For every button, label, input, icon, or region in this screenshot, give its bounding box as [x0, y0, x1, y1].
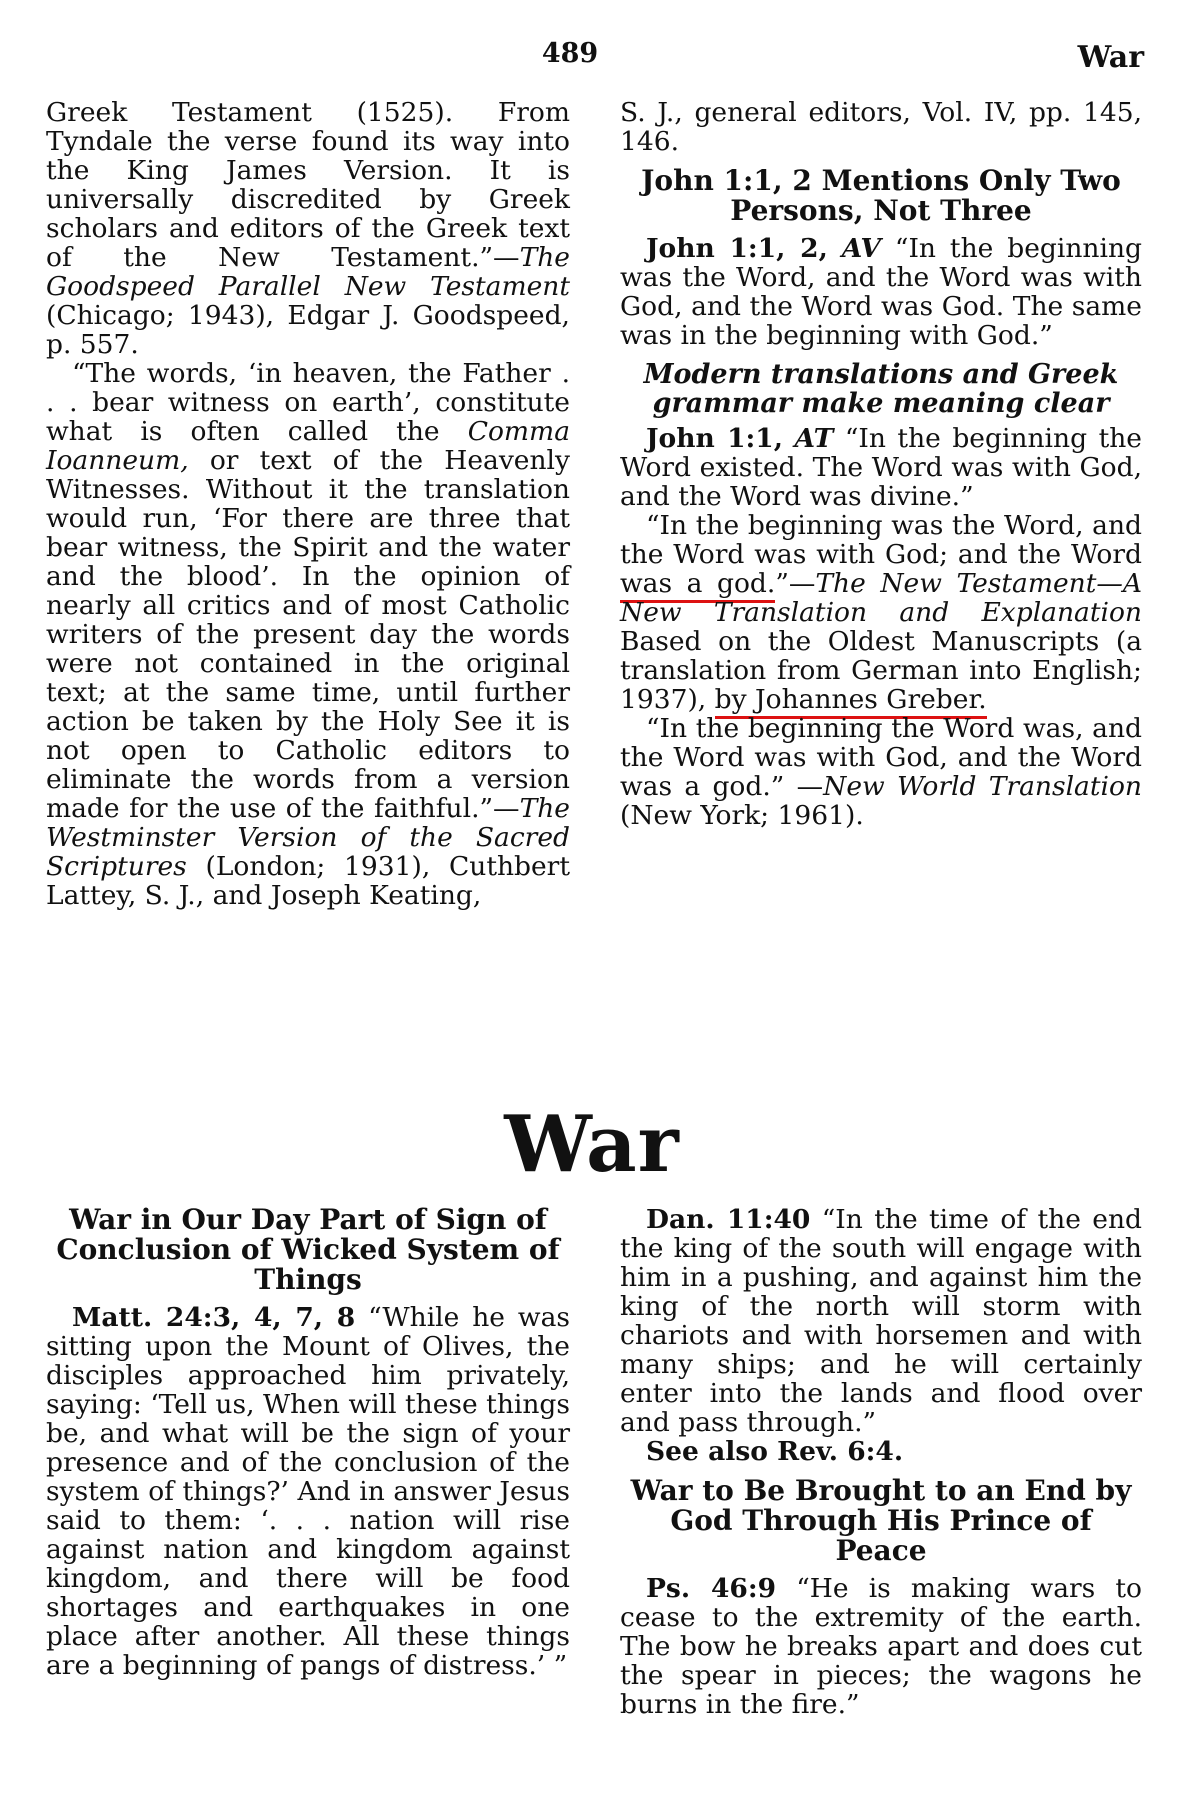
subheading-war-to-end: War to Be Brought to an End by God Through His Prince of Peace: [630, 1474, 1132, 1567]
greber-citation: The New Testament—A New Translation and Explanation: [620, 568, 1142, 628]
verse-john-1-1-av: John 1:1, 2, AV “In the beginning was the Word, and the Word was with God, and the Word was God. The same was in the beginning with God.”: [620, 233, 1142, 351]
bottom-left-column: [46, 1205, 570, 1680]
running-head: War: [1077, 40, 1144, 75]
nwt-quote: “In the beginning the Word was, and the Word was with God, and the Word was a god.” —New World Translation (New York; 1961).: [620, 713, 1142, 831]
top-right-column: [620, 98, 1142, 830]
top-left-column: [46, 98, 570, 910]
nwt-citation: New World Translation: [823, 771, 1142, 802]
verse-ps-46-9: Ps. 46:9 “He is making wars to cease to the extremity of the earth. The bow he breaks apart and does cut the spear in pieces; the wagons he burns in the fire.”: [620, 1573, 1142, 1720]
goodspeed-citation: The Goodspeed Parallel New Testament: [46, 242, 570, 302]
section-title: War: [504, 1099, 680, 1190]
bottom-right-column: [620, 1205, 1142, 1719]
subheading-modern-translations: Modern translations and Greek grammar make meaning clear: [643, 359, 1119, 419]
page-number: 489: [541, 38, 599, 69]
subheading-war-in-our-day: War in Our Day Part of Sign of Conclusion of Wicked System of Things: [56, 1203, 560, 1296]
westminster-paragraph: “The words, ‘in heaven, the Father . . . bear witness on earth’, constitute what is often called the Comma Ioanneum, or text of the Heavenly Witnesses. Without it the translation would run, ‘For there are three that bear witness, the Spirit and the water and the blood’. In the opinion of nearly all critics and of most Catholic writers of the present day the words were not contained in the original text; at the same time, until further action be taken by the Holy See it is not open to Catholic editors to eliminate the words from a version made for the use of the faithful.”—The Westminster Version of the Sacred Scriptures (London; 1931), Cuthbert Lattey, S. J., and Joseph Keating,: [46, 358, 570, 911]
continuation-text: S. J., general editors, Vol. IV, pp. 145, 146.: [620, 97, 1142, 157]
greber-quote: “In the beginning was the Word, and the Word was with God; and the Word was a god.”—The New Testament—A New Translation and Explanation Based on the Oldest Manuscripts (a translation from German into English; 1937), by Johannes Greber.: [620, 511, 1142, 714]
westminster-citation: The Westminster Version of the Sacred Scriptures: [46, 793, 570, 882]
verse-dan-11-40: Dan. 11:40 “In the time of the end the king of the south will engage with him in a pushing, and against him the king of the north will storm with chariots and with horsemen and with many ships; and he will certainly enter into the lands and flood over and pass through.”: [620, 1204, 1142, 1438]
verse-matt-24: Matt. 24:3, 4, 7, 8 “While he was sitting upon the Mount of Olives, the disciples approached him privately, saying: ‘Tell us, When will these things be, and what will be the sign of your presence and of the conclusion of the system of things?’ And in answer Jesus said to them: ‘. . . nation will rise against nation and kingdom against kingdom, and there will be food shortages and earthquakes in one place after another. All these things are a beginning of pangs of distress.’ ”: [46, 1302, 570, 1681]
verse-john-1-1-at: John 1:1, AT “In the beginning the Word existed. The Word was with God, and the Word was divine.”: [620, 423, 1142, 512]
underline-johannes-greber: by Johannes Greber.: [715, 684, 987, 719]
subheading-two-persons: John 1:1, 2 Mentions Only Two Persons, Not Three: [641, 164, 1121, 227]
underline-was-a-god: was a god.: [620, 568, 775, 603]
see-also: See also Rev. 6:4.: [646, 1436, 904, 1467]
comma-ioanneum: Comma Ioanneum,: [46, 416, 570, 476]
goodspeed-paragraph: Greek Testament (1525). From Tyndale the verse found its way into the King James Version. It is universally discredited by Greek scholars and editors of the Greek text of the New Testament.”—The Goodspeed Parallel New Testament (Chicago; 1943), Edgar J. Goodspeed, p. 557.: [46, 97, 570, 360]
